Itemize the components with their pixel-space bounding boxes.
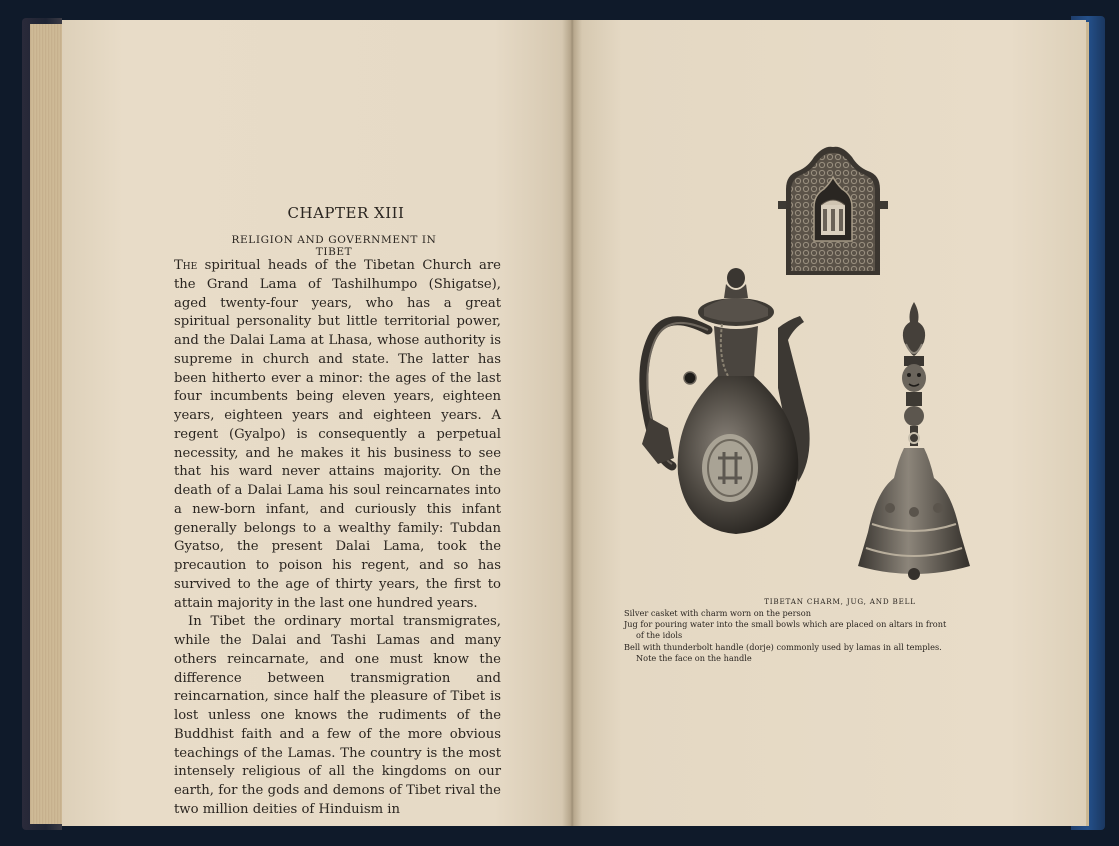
- paragraph-2: In Tibet the ordinary mortal transmigrates, while the Dalai and Tashi Lamas and many others reincarnate, and one must know the difference between transmigration and reincarnation, since half the pleasure of Tibet is lost unless one knows the rudiments of the Buddhist faith and a few of the more obvious teachings of the Lamas. The country is the most intensely religious of all the kingdoms on our earth, for the gods and demons of Tibet rival the two million deities of Hinduism in: [174, 614, 501, 817]
- dorje-bell-illustration: [848, 302, 980, 586]
- chapter-subtitle: RELIGION AND GOVERNMENT IN TIBET: [231, 234, 437, 258]
- paragraph-1-text: spiritual heads of the Tibetan Church are the Grand Lama of Tashilhumpo (Shigatse), aged twenty-four years, who has a great spiritual personality but little territorial power, and the Dalai Lama at Lhasa, whose authority is supreme in church and state. The latter has been hitherto ever a minor: the ages of the last four incumbents being eleven years, eighteen years, eighteen years and eighteen years. A regent (Gyalpo) is consequently a perpetual necessity, and he makes it his business to see that his ward never attains majority. On the death of a Dalai Lama his soul reincarnates into a new-born infant, and curiously this infant generally belongs to a wealthy family: Tubdan Gyatso, the present Dalai Lama, took the precaution to poison his regent, and so has survived to the age of thirty years, the first to attain majority in the last one hundred years.: [174, 258, 501, 611]
- caption-line-bell-cont: Note the face on the handle: [636, 653, 752, 663]
- body-text: [174, 257, 501, 820]
- silver-casket-illustration: [778, 145, 888, 279]
- caption-line-jug-cont: of the idols: [636, 630, 683, 640]
- caption-line-casket: Silver casket with charm worn on the person: [624, 608, 811, 618]
- paragraph-1-lead-word: The: [174, 258, 198, 273]
- caption-line-bell: Bell with thunderbolt handle (dorje) commonly used by lamas in all temples.: [624, 642, 942, 652]
- paragraph-1: [174, 257, 501, 613]
- water-jug-illustration: [638, 268, 828, 540]
- caption-title: TIBETAN CHARM, JUG, AND BELL: [764, 597, 916, 606]
- book-gutter: [562, 20, 582, 826]
- chapter-title: CHAPTER XIII: [287, 204, 405, 222]
- caption-line-jug: Jug for pouring water into the small bowls which are placed on altars in front: [624, 619, 947, 629]
